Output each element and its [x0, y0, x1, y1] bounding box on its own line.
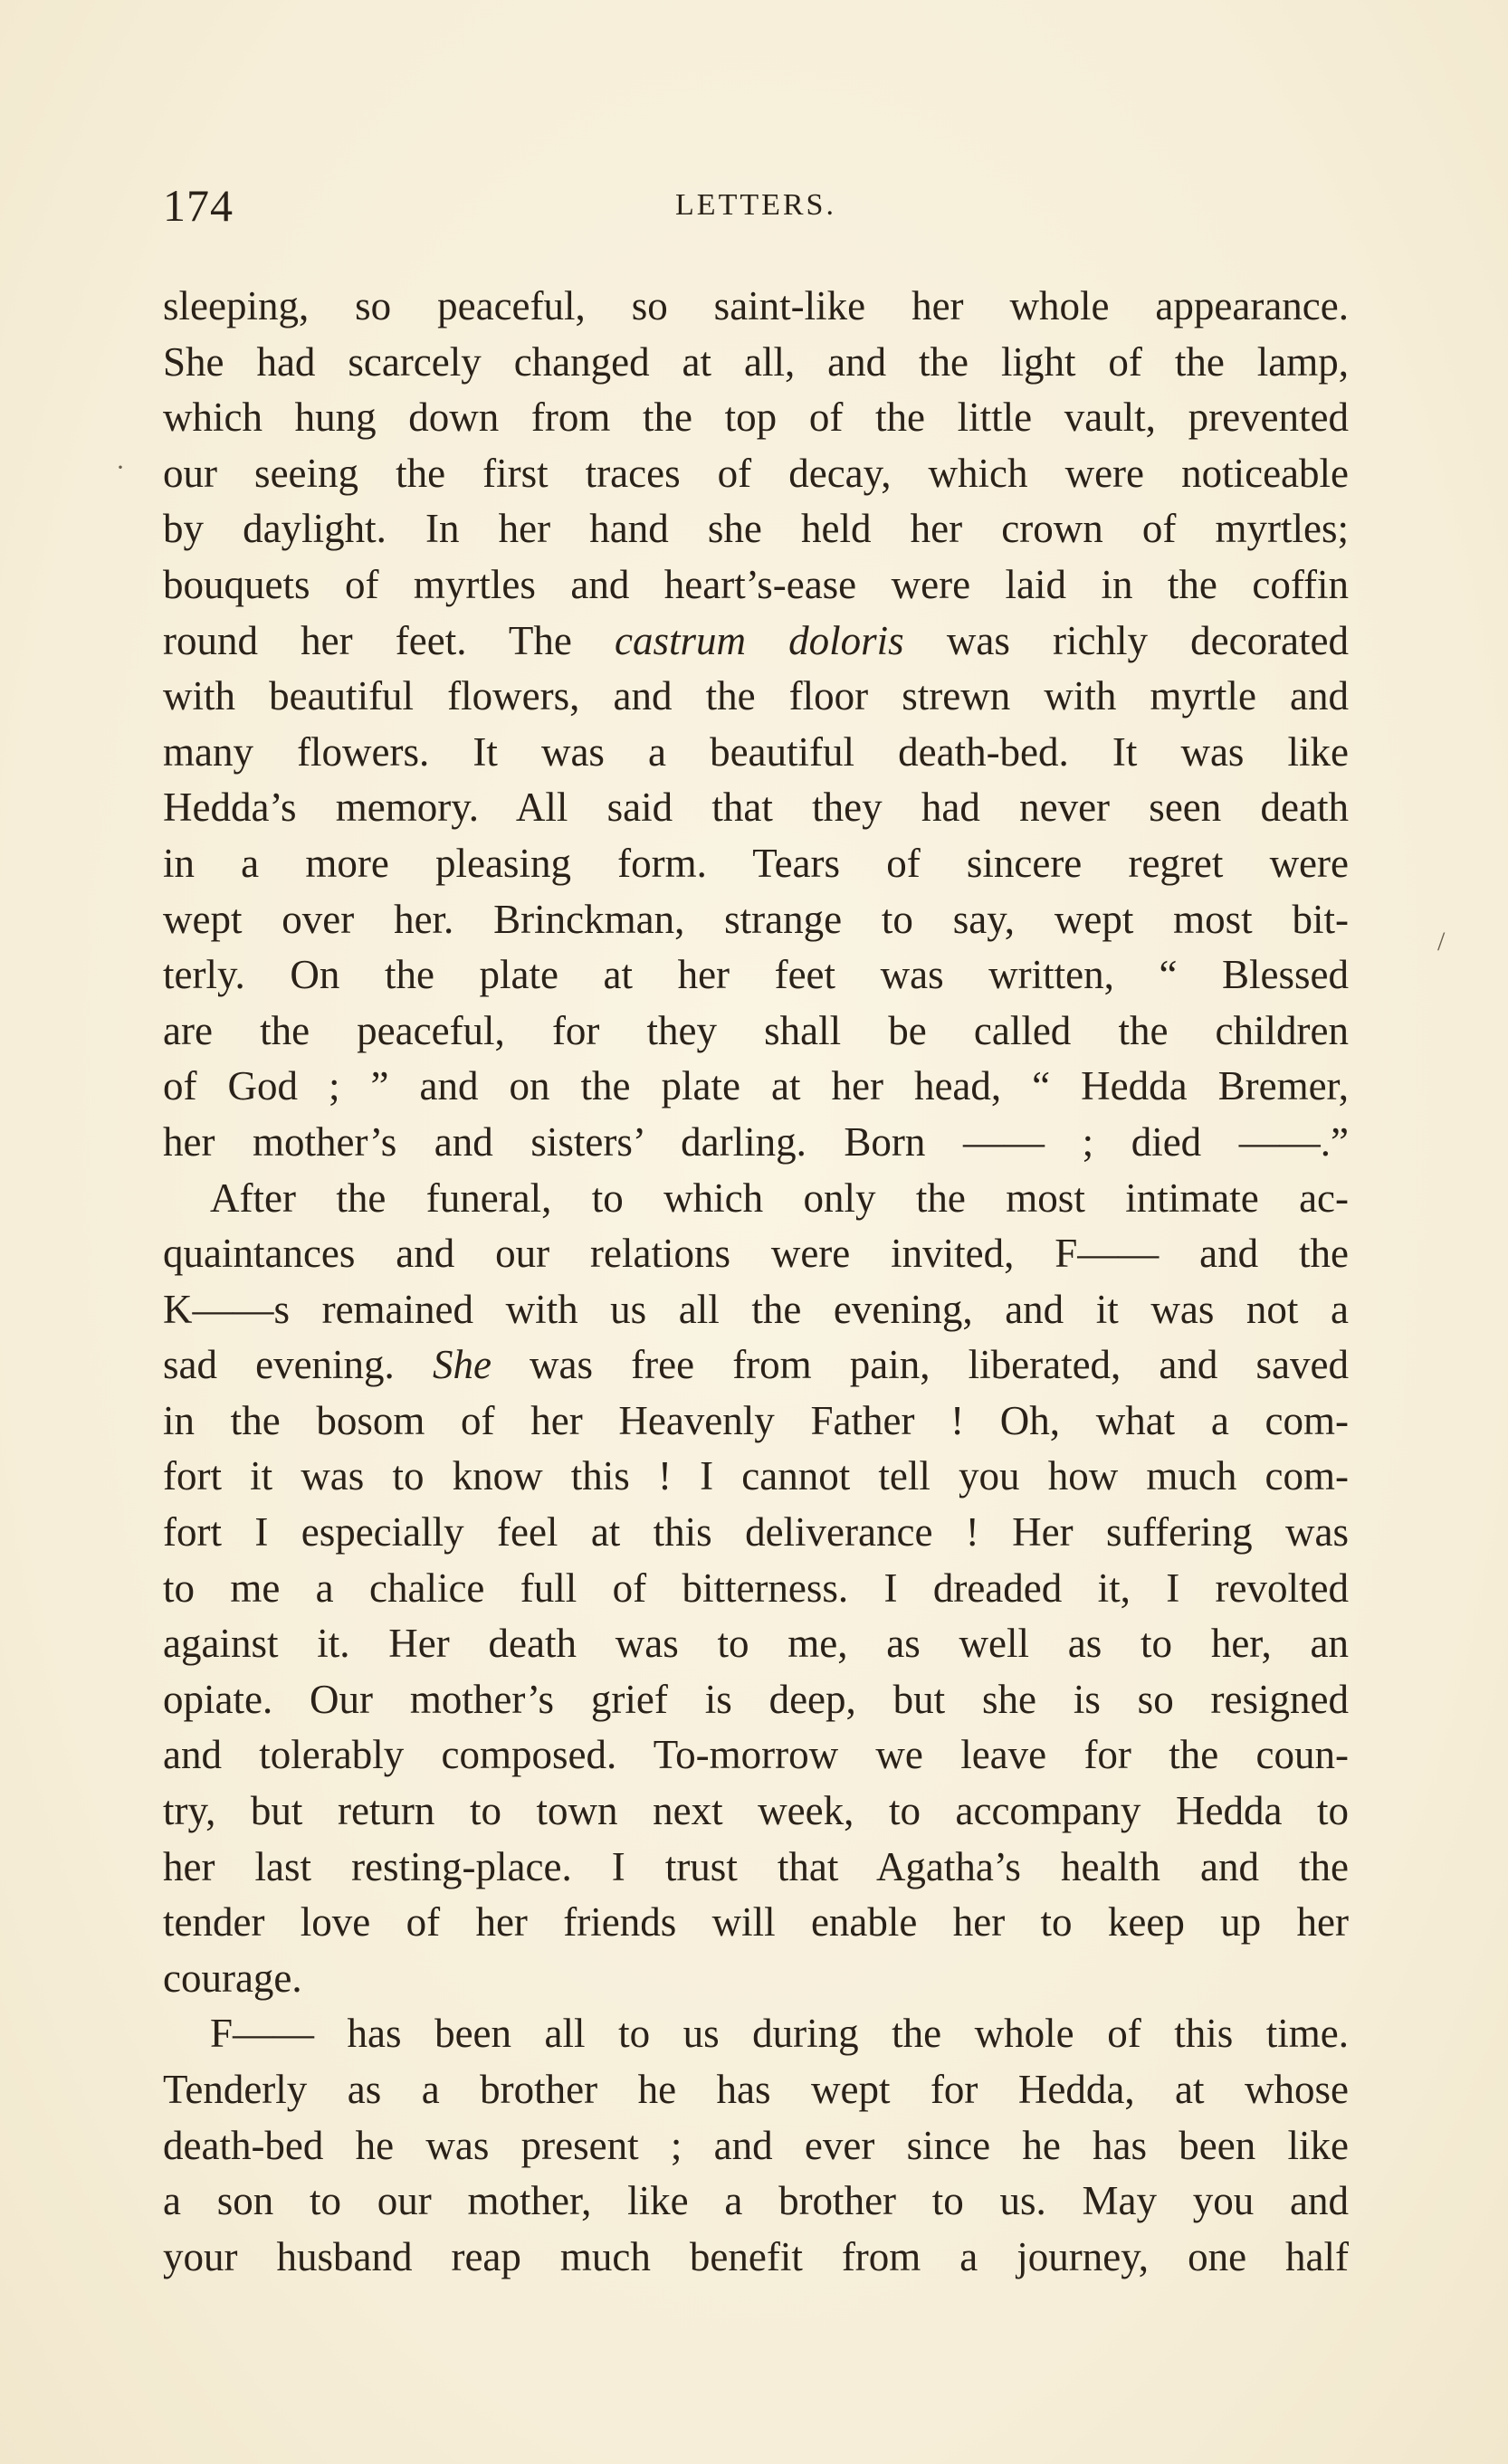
text-line: your husband reap much benefit from a journey, one half [163, 2233, 1349, 2279]
text-line: against it. Her death was to me, as well as to her, an [163, 1621, 1349, 1667]
line-text: sad evening. [163, 1342, 433, 1388]
text-line: terly. On the plate at her feet was written, “ Blessed [163, 952, 1349, 998]
text-line: She had scarcely changed at all, and the light of the lamp, [163, 338, 1349, 385]
text-line: Tenderly as a brother he has wept for Hedda, at whose [163, 2067, 1349, 2112]
text-line [163, 1337, 1349, 1394]
text-line: by daylight. In her hand she held her crown of myrtles; [163, 506, 1349, 552]
italic-phrase: castrum doloris [614, 617, 904, 663]
text-line: and tolerably composed. To-morrow we leave for the coun- [163, 1732, 1349, 1778]
text-line: to me a chalice full of bitterness. I dreaded it, I revolted [163, 1565, 1349, 1611]
page-header [163, 179, 1349, 233]
text-line: of God ; ” and on the plate at her head, “ Hedda Bremer, [163, 1063, 1349, 1109]
running-head: LETTERS. [675, 188, 836, 222]
text-line: F—— has been all to us during the whole of this time. [210, 2011, 1349, 2057]
text-line: many flowers. It was a beautiful death-bed. It was like [163, 728, 1349, 775]
text-line: her last resting-place. I trust that Agatha’s health and the [163, 1843, 1349, 1889]
text-line: bouquets of myrtles and heart’s-ease were laid in the coffin [163, 561, 1349, 607]
page-number: 174 [163, 180, 234, 231]
text-line: sleeping, so peaceful, so saint-like her whole appearance. [163, 283, 1349, 328]
margin-speck: · [116, 452, 125, 482]
text-line: are the peaceful, for they shall be called the children [163, 1007, 1349, 1053]
text-line: in a more pleasing form. Tears of sincere regret were [163, 840, 1349, 886]
line-text: was free from pain, liberated, and saved [491, 1342, 1349, 1388]
text-line: Hedda’s memory. All said that they had never seen death [163, 785, 1349, 831]
text-line: which hung down from the top of the little vault, prevented [163, 395, 1349, 441]
text-line: fort I especially feel at this deliverance ! Her suffering was [163, 1509, 1349, 1555]
body-text [163, 279, 1349, 2285]
text-line: our seeing the first traces of decay, which were noticeable [163, 450, 1349, 496]
text-line: K——s remained with us all the evening, and it was not a [163, 1286, 1349, 1332]
text-line: fort it was to know this ! I cannot tell you how much com- [163, 1453, 1349, 1499]
text-line: in the bosom of her Heavenly Father ! Oh, what a com- [163, 1397, 1349, 1443]
text-line: courage. [163, 1955, 302, 2001]
text-line: quaintances and our relations were invited, F—— and the [163, 1231, 1349, 1277]
italic-phrase: She [432, 1342, 492, 1388]
text-line [163, 614, 1349, 670]
line-text: round her feet. The [163, 617, 615, 663]
text-line: try, but return to town next week, to accompany Hedda to [163, 1788, 1349, 1834]
text-line: her mother’s and sisters’ darling. Born —— ; died ——.” [163, 1118, 1349, 1165]
text-line: a son to our mother, like a brother to us. May you and [163, 2178, 1349, 2224]
text-line: opiate. Our mother’s grief is deep, but she is so resigned [163, 1676, 1349, 1722]
text-line: After the funeral, to which only the most intimate ac- [210, 1175, 1349, 1221]
text-line: tender love of her friends will enable her to keep up her [163, 1899, 1349, 1946]
line-text: was richly decorated [903, 617, 1350, 663]
text-line: with beautiful flowers, and the floor strewn with myrtle and [163, 673, 1349, 719]
text-line: wept over her. Brinckman, strange to say, wept most bit- [163, 896, 1349, 942]
margin-speck: / [1437, 927, 1446, 956]
text-line: death-bed he was present ; and ever since he has been like [163, 2122, 1349, 2168]
